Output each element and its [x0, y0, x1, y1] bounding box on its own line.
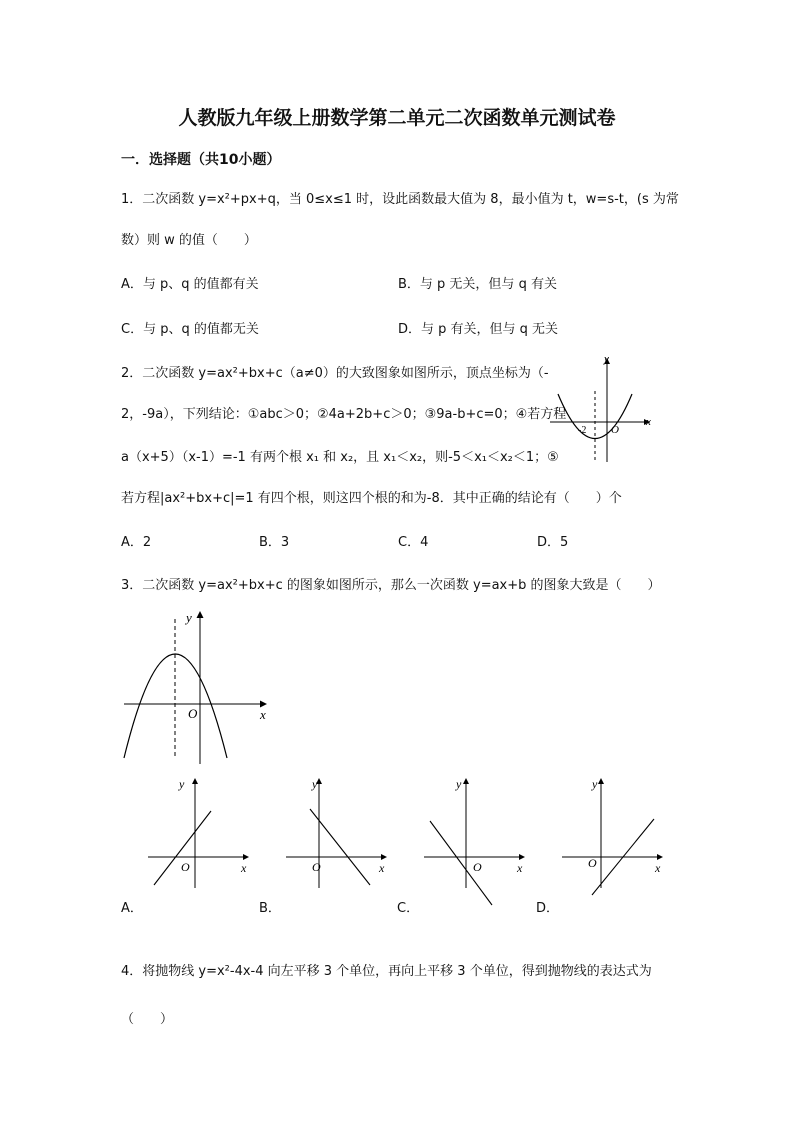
q3-option-d: D．: [536, 901, 560, 916]
option-c-origin-label: O: [473, 860, 482, 874]
option-b-origin-label: O: [312, 860, 321, 874]
q2-option-d: D．5: [537, 535, 569, 550]
option-d-origin-label: O: [588, 856, 597, 870]
q2-option-b: B．3: [259, 535, 290, 550]
q3-option-b: B．: [259, 901, 281, 916]
q2-line3: a（x+5）（x-1）=-1 有两个根 x₁ 和 x₂，且 x₁＜x₂，则-5＜x₁＜x₂＜1；⑤: [121, 450, 559, 465]
q2-y-axis-label: y: [604, 353, 609, 365]
option-d-y-label: y: [592, 777, 598, 791]
q3-option-a-graph: [148, 775, 258, 890]
option-a-y-label: y: [179, 777, 185, 791]
q1-option-a: A．与 p、q 的值都有关: [121, 277, 259, 292]
q3-option-a: A．: [121, 901, 143, 916]
q3-option-c: C．: [397, 901, 420, 916]
q3-option-b-graph: [286, 775, 396, 890]
q2-x-axis-label: x: [646, 416, 651, 428]
q3-option-c-graph: [424, 775, 534, 890]
q2-vertex-x-label: -2: [578, 425, 587, 436]
q3-line1: 3．二次函数 y=ax²+bx+c 的图象如图所示，那么一次函数 y=ax+b 的图象大致是（ ）: [121, 578, 661, 593]
option-c-x-label: x: [517, 861, 523, 875]
q3-parabola-graph: [120, 606, 280, 766]
q3-option-d-graph: [562, 775, 672, 890]
q2-origin-label: O: [611, 424, 619, 436]
q3-x-axis-label: x: [260, 707, 266, 722]
section-heading: 一．选择题（共10小题）: [121, 152, 281, 168]
q2-line1: 2．二次函数 y=ax²+bx+c（a≠0）的大致图象如图所示，顶点坐标为（-: [121, 366, 549, 381]
option-b-y-label: y: [312, 777, 318, 791]
option-a-origin-label: O: [181, 860, 190, 874]
q4-line1: 4．将抛物线 y=x²-4x-4 向左平移 3 个单位，再向上平移 3 个单位，得到抛物线的表达式为: [121, 964, 652, 979]
q3-y-axis-label: y: [186, 610, 192, 625]
q1-option-b: B．与 p 无关，但与 q 有关: [398, 277, 557, 292]
q1-option-c: C．与 p、q 的值都无关: [121, 322, 259, 337]
q3-origin-label: O: [188, 706, 198, 721]
option-c-y-label: y: [456, 777, 462, 791]
option-b-x-label: x: [379, 861, 385, 875]
option-d-x-label: x: [655, 861, 661, 875]
q1-line2: 数）则 w 的值（ ）: [121, 233, 257, 248]
q1-line1: 1．二次函数 y=x²+px+q，当 0≤x≤1 时，设此函数最大值为 8，最小值为 t，w=s-t，(s 为常: [121, 192, 679, 207]
q2-option-a: A．2: [121, 535, 152, 550]
q2-parabola-graph: [550, 352, 660, 462]
q1-option-d: D．与 p 有关，但与 q 无关: [398, 322, 559, 337]
q2-option-c: C．4: [398, 535, 429, 550]
q4-line2: （ ）: [121, 1012, 174, 1027]
q2-line4: 若方程|ax²+bx+c|=1 有四个根，则这四个根的和为-8．其中正确的结论有（ ）个: [121, 491, 622, 506]
option-a-x-label: x: [241, 861, 247, 875]
q2-line2: 2，-9a），下列结论：①abc＞0；②4a+2b+c＞0；③9a-b+c=0；④若方程: [121, 407, 567, 422]
page-title: 人教版九年级上册数学第二单元二次函数单元测试卷: [178, 107, 616, 129]
